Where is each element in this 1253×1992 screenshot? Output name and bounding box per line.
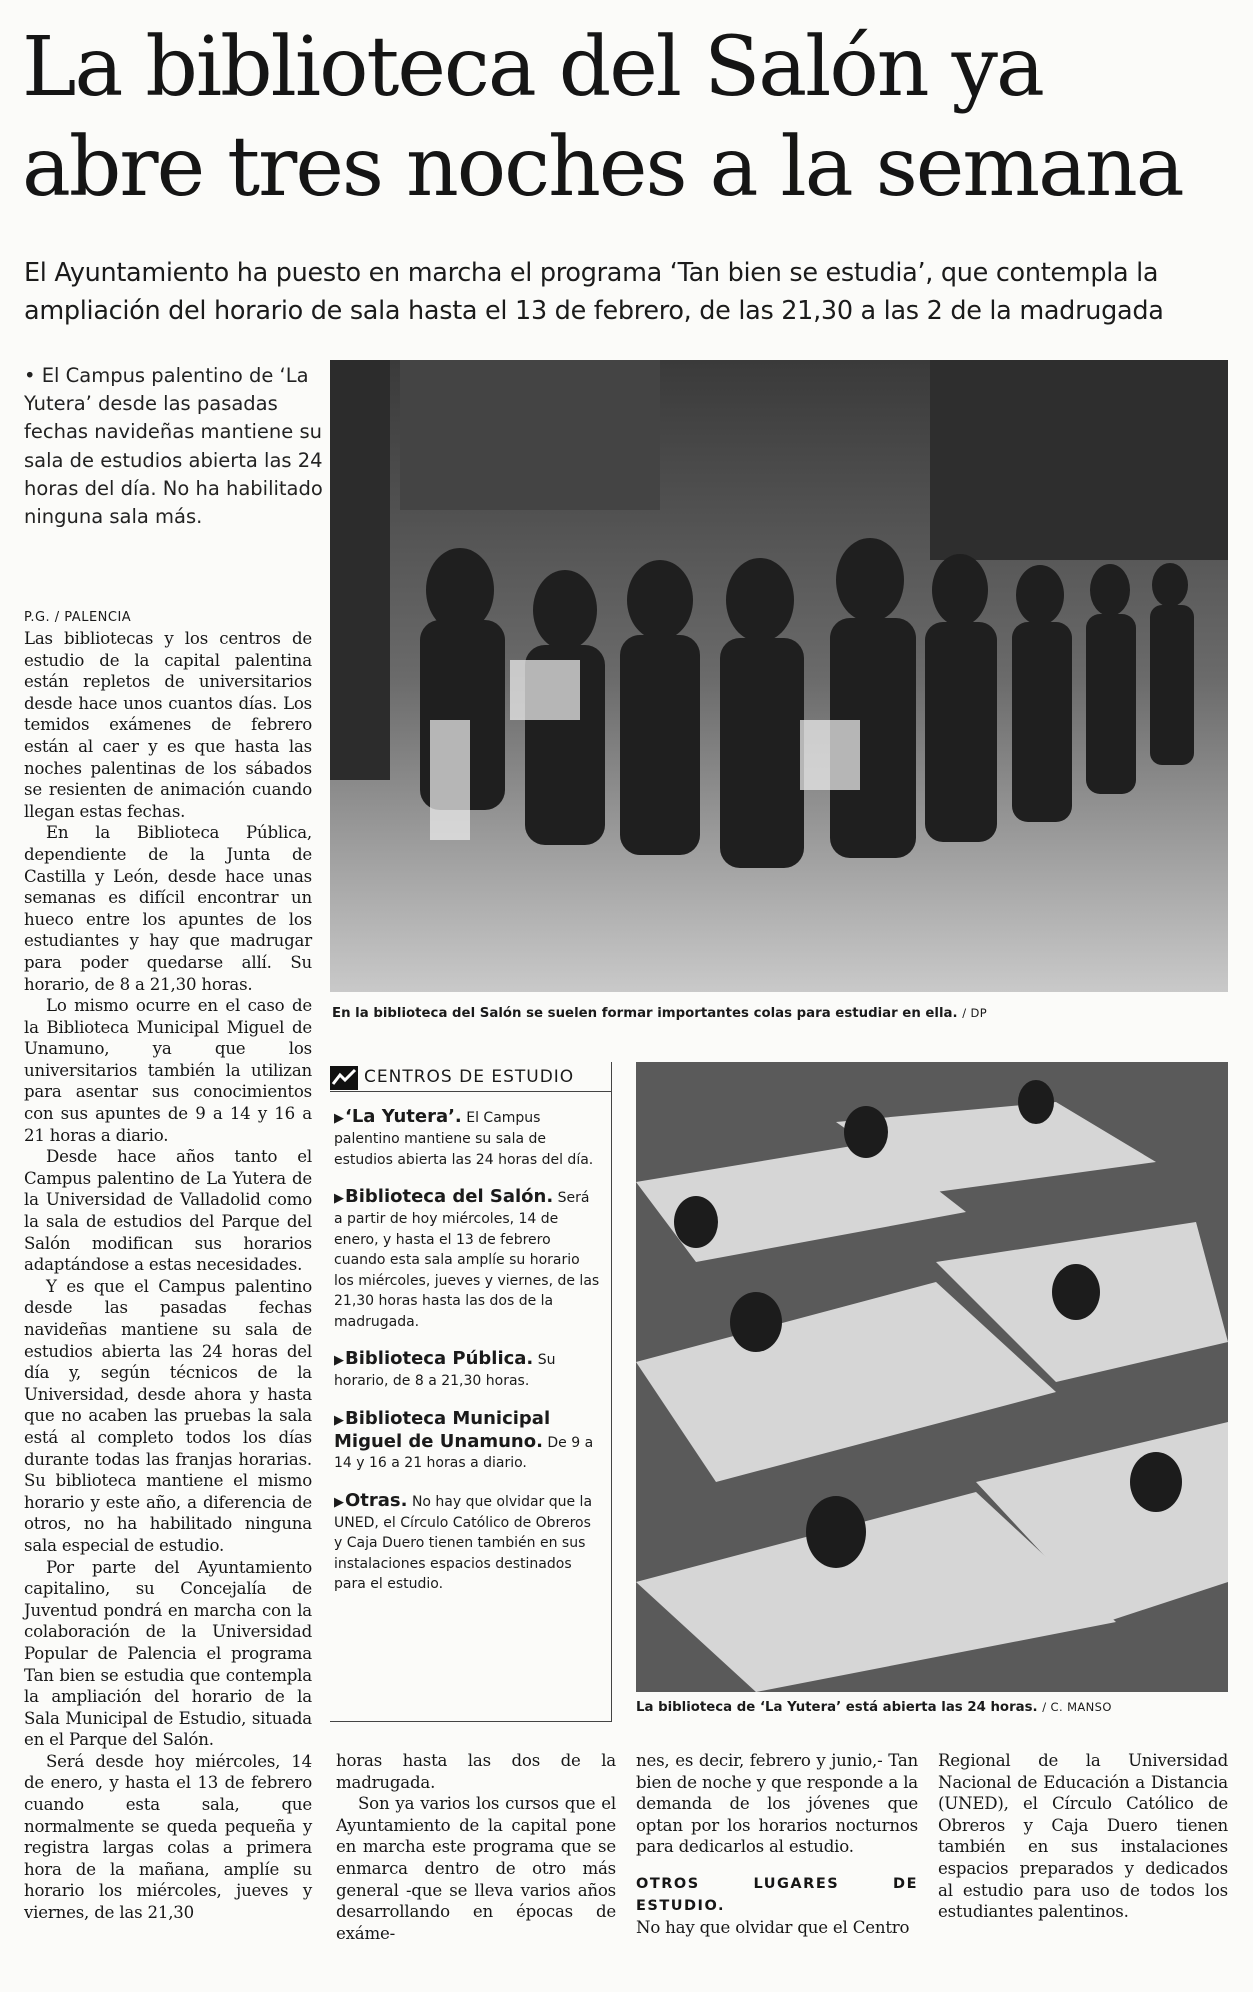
study-hall-photo	[636, 1062, 1228, 1692]
headline-line-1: La biblioteca del Salón ya	[22, 20, 1043, 115]
section-subhead: OTROS LUGARES DE ESTUDIO.	[636, 1875, 918, 1914]
study-hall-photo-image	[636, 1062, 1228, 1692]
entry-name: Otras.	[345, 1489, 408, 1511]
entry-text: De 9 a 14 y 16 a 21 horas a diario.	[334, 1434, 594, 1471]
box-entries	[334, 1106, 600, 1611]
body-paragraph: En la Biblioteca Pública, dependiente de la Junta de Castilla y León, desde hace unas semanas es difícil encontrar un hueco entre los apuntes de los estudiantes y hay que madrugar para poder quedarse allí. Su horario, de 8 a 21,30 horas.	[24, 823, 312, 994]
body-column-2	[336, 1750, 616, 1944]
body-paragraph: Será desde hoy miércoles, 14 de enero, y hasta el 13 de febrero cuando esta sala, que normalmente se queda pequeña y registra largas colas a primera hora de la mañana, amplíe su horario los miércoles, jueves y viernes, de las 21,30	[24, 1751, 312, 1923]
triangle-bullet-icon: ▶	[334, 1412, 344, 1428]
body-paragraph: horas hasta las dos de la madrugada.	[336, 1751, 616, 1792]
body-column-3	[636, 1750, 918, 1939]
entry-text: Su horario, de 8 a 21,30 horas.	[334, 1352, 556, 1389]
caption-text: En la biblioteca del Salón se suelen formar importantes colas para estudiar en ella.	[332, 1006, 958, 1021]
body-paragraph: Regional de la Universidad Nacional de Educación a Distancia (UNED), el Círculo Católico de Obreros y Caja Duero tienen también en sus instalaciones espacios preparados y dedicados al estudio para uso de todos los estudiantes palentinos.	[938, 1751, 1228, 1922]
body-column-1	[24, 628, 312, 1924]
entry-name: Biblioteca del Salón.	[345, 1186, 554, 1207]
entry-biblioteca-publica	[334, 1348, 600, 1392]
section-logo-icon	[330, 1066, 358, 1090]
box-header	[330, 1062, 612, 1092]
headline-line-2: abre tres noches a la semana	[22, 120, 1183, 215]
body-paragraph: Y es que el Campus palentino desde las pasadas fechas navideñas mantiene su sala de estudios abierta las 24 horas del día y, según técnicos de la Universidad, desde ahora y hasta que no acaben las pruebas la sala está al completo todos los días durante todas las franjas horarias. Su biblioteca mantiene el mismo horario y este año, a diferencia de otros, no ha habilitado ninguna sala especial de estudio.	[24, 1276, 312, 1555]
byline: P.G. / PALENCIA	[24, 610, 132, 625]
entry-name: Biblioteca Pública.	[345, 1348, 534, 1369]
photo-caption	[332, 1006, 987, 1021]
entry-name: Biblioteca Municipal Miguel de Unamuno.	[334, 1407, 551, 1452]
queue-photo-image	[330, 360, 1228, 992]
body-paragraph: nes, es decir, febrero y junio,- Tan bien de noche y que responde a la demanda de los jóvenes que optan por los horarios nocturnos para dedicarlos al estudio.	[636, 1751, 918, 1857]
photo-caption	[636, 1700, 1112, 1715]
entry-biblioteca-salon	[334, 1186, 600, 1332]
body-paragraph: Lo mismo ocurre en el caso de la Biblioteca Municipal Miguel de Unamuno, ya que los universitarios también la utilizan para asentar sus conocimientos con sus apuntes de 9 a 14 y 16 a 21 horas a diario.	[24, 996, 312, 1145]
box-title: CENTROS DE ESTUDIO	[364, 1067, 575, 1087]
body-paragraph: Desde hace años tanto el Campus palentino de La Yutera de la Universidad de Valladolid como la sala de estudios del Parque del Salón modifican sus horarios adaptándose a estas necesidades.	[24, 1147, 312, 1275]
queue-photo	[330, 360, 1228, 992]
summary-highlight: • El Campus palentino de ‘La Yutera’ desde las pasadas fechas navideñas mantiene su sala de estudios abierta las 24 horas del día. No ha habilitado ninguna sala más.	[24, 364, 323, 529]
triangle-bullet-icon: ▶	[334, 1494, 344, 1510]
entry-la-yutera	[334, 1106, 600, 1170]
body-column-4	[938, 1750, 1228, 1923]
body-paragraph: Las bibliotecas y los centros de estudio de la capital palentina están repletos de universitarios desde hace unos cuantos días. Los temidos exámenes de febrero están al caer y es que hasta las noches palentinas de los sábados se resienten de animación cuando llegan estas fechas.	[24, 629, 312, 821]
triangle-bullet-icon: ▶	[334, 1111, 344, 1126]
body-paragraph: No hay que olvidar que el Centro	[636, 1918, 910, 1938]
deck-subtitle: El Ayuntamiento ha puesto en marcha el programa ‘Tan bien se estudia’, que contempla la ampliación del horario de sala hasta el 13 de febrero, de las 21,30 a las 2 de la madrugada	[24, 258, 1164, 326]
entry-biblioteca-unamuno	[334, 1408, 600, 1474]
body-paragraph: Por parte del Ayuntamiento capitalino, su Concejalía de Juventud pondrá en marcha con la colaboración de la Universidad Popular de Palencia el programa Tan bien se estudia que contempla la ampliación del horario de la Sala Municipal de Estudio, situada en el Parque del Salón.	[24, 1557, 312, 1750]
photo-credit: / DP	[962, 1006, 988, 1020]
triangle-bullet-icon: ▶	[334, 1353, 344, 1368]
caption-text: La biblioteca de ‘La Yutera’ está abierta las 24 horas.	[636, 1700, 1038, 1715]
entry-text: Será a partir de hoy miércoles, 14 de enero, y hasta el 13 de febrero cuando esta sala amplíe su horario los miércoles, jueves y viernes, de las 21,30 horas hasta las dos de la madrugada.	[334, 1190, 600, 1330]
entry-text: No hay que olvidar que la UNED, el Círculo Católico de Obreros y Caja Duero tienen también en sus instalaciones espacios destinados para el estudio.	[334, 1493, 593, 1592]
entry-otras	[334, 1490, 600, 1595]
body-paragraph: Son ya varios los cursos que el Ayuntamiento de la capital pone en marcha este programa que se enmarca dentro de otro más general -que se lleva varios años desarrollando en épocas de exáme-	[336, 1794, 616, 1943]
entry-name: ‘La Yutera’.	[345, 1106, 462, 1127]
entry-text: El Campus palentino mantiene su sala de estudios abierta las 24 horas del día.	[334, 1110, 594, 1168]
headline	[22, 18, 1232, 218]
study-centers-box	[330, 1062, 612, 1722]
triangle-bullet-icon: ▶	[334, 1191, 344, 1206]
photo-credit: / C. MANSO	[1042, 1700, 1112, 1714]
